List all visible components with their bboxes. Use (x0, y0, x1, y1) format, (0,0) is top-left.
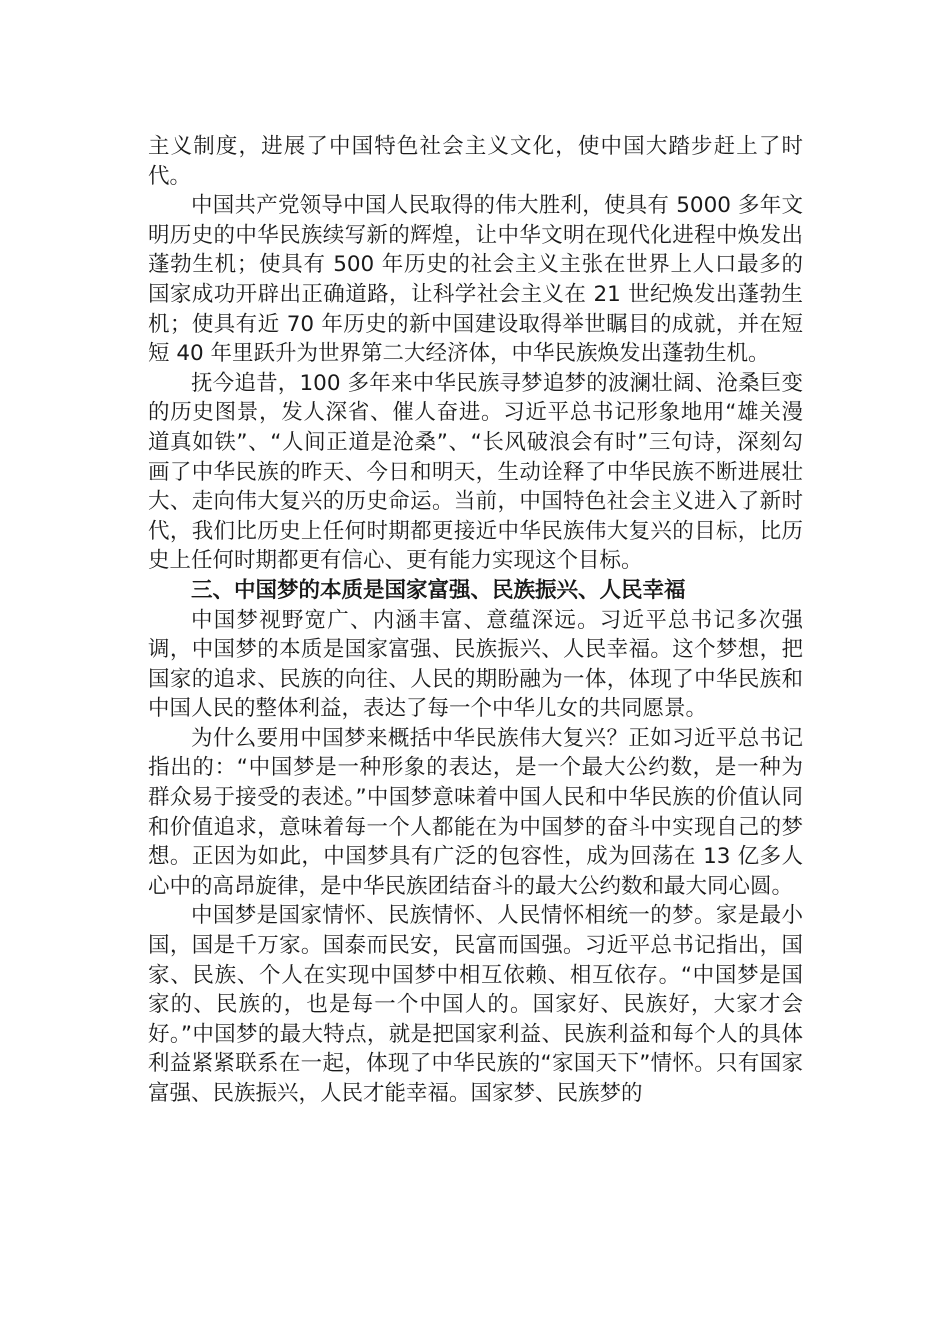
paragraph-why-dream: 为什么要用中国梦来概括中华民族伟大复兴？正如习近平总书记指出的：“中国梦是一种形象的表达，是一个最大公约数，是一种为群众易于接受的表述。”中国梦意味着中国人民和中华民族的价值认同和价值追求，意味着每一个人都能在为中国梦的奋斗中实现自己的梦想。正因为如此，中国梦具有广泛的包容性，成为回荡在 13 亿多人心中的高昂旋律，是中华民族团结奋斗的最大公约数和最大同心圆。 (148, 725, 803, 899)
paragraph-continuation: 主义制度，进展了中国特色社会主义文化，使中国大踏步赶上了时代。 (148, 134, 803, 189)
paragraph-history-review: 抚今追昔，100 多年来中华民族寻梦追梦的波澜壮阔、沧桑巨变的历史图景，发人深省、催人奋进。习近平总书记形象地用“雄关漫道真如铁”、“人间正道是沧桑”、“长风破浪会有时”三句诗，深刻勾画了中华民族的昨天、今日和明天，生动诠释了中华民族不断进展壮大、走向伟大复兴的历史命运。当前，中国特色社会主义进入了新时代，我们比历史上任何时期都更接近中华民族伟大复兴的目标，比历史上任何时期都更有信心、更有能力实现这个目标。 (148, 370, 803, 574)
paragraph-family-nation: 中国梦是国家情怀、民族情怀、人民情怀相统一的梦。家是最小国，国是千万家。国泰而民安，民富而国强。习近平总书记指出，国家、民族、个人在实现中国梦中相互依赖、相互依存。“中国梦是国家的、民族的，也是每一个中国人的。国家好、民族好，大家才会好。”中国梦的最大特点，就是把国家利益、民族利益和每个人的具体利益紧紧联系在一起，体现了中华民族的“家国天下”情怀。只有国家富强、民族振兴，人民才能幸福。国家梦、民族梦的 (148, 903, 803, 1106)
document-page (148, 132, 803, 1109)
section-heading: 三、中国梦的本质是国家富强、民族振兴、人民幸福 (191, 577, 686, 603)
paragraph-party-victory: 中国共产党领导中国人民取得的伟大胜利，使具有 5000 多年文明历史的中华民族续写新的辉煌，让中华文明在现代化进程中焕发出蓬勃生机；使具有 500 年历史的社会主义主张在世界上人口最多的国家成功开辟出正确道路，让科学社会主义在 21 世纪焕发出蓬勃生机；使具有近 70 年历史的新中国建设取得举世瞩目的成就，并在短短 40 年里跃升为世界第二大经济体，中华民族焕发出蓬勃生机。 (148, 193, 803, 367)
paragraph-dream-essence: 中国梦视野宽广、内涵丰富、意蕴深远。习近平总书记多次强调，中国梦的本质是国家富强、民族振兴、人民幸福。这个梦想，把国家的追求、民族的向往、人民的期盼融为一体，体现了中华民族和中国人民的整体利益，表达了每一个中华儿女的共同愿景。 (148, 607, 803, 722)
